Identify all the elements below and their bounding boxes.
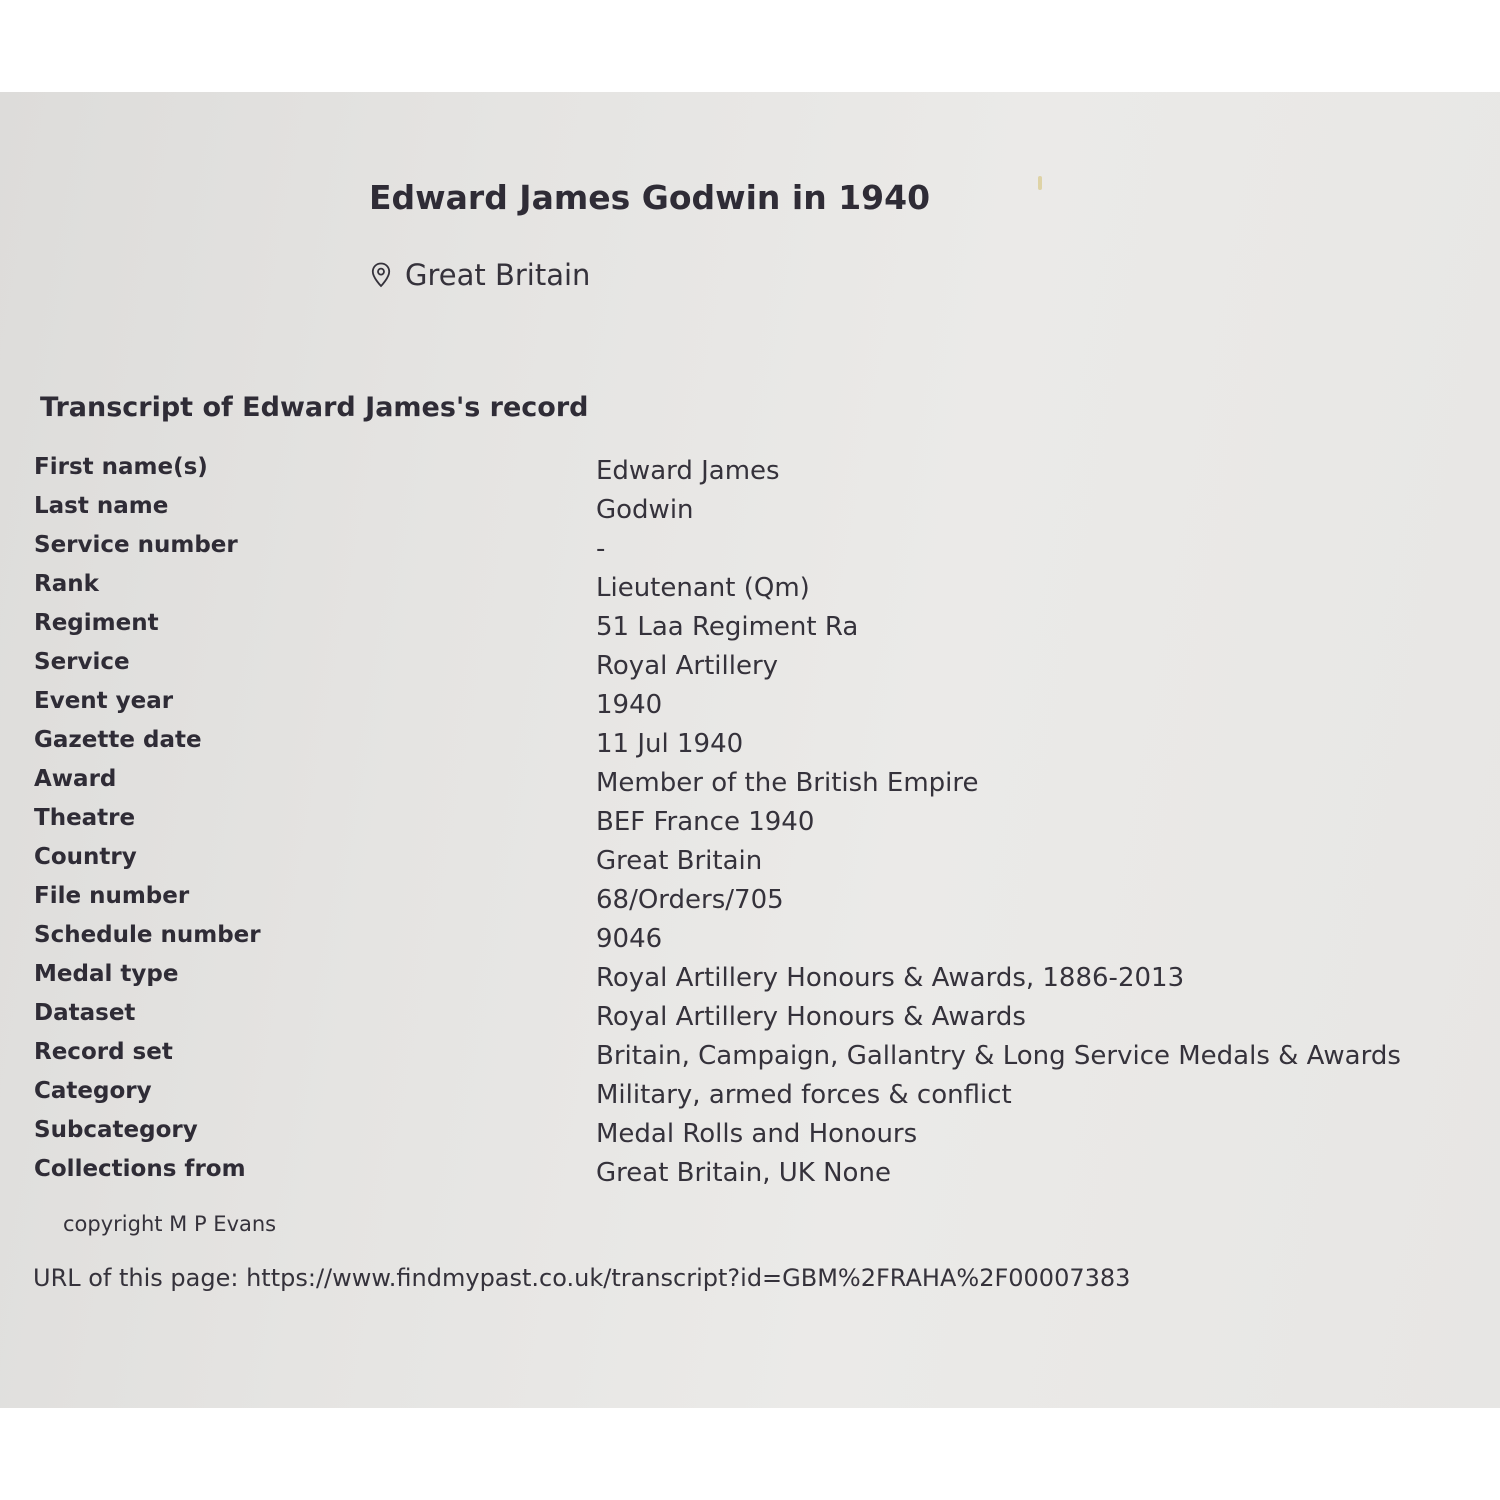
page-title: Edward James Godwin in 1940 (369, 178, 931, 217)
field-value: Member of the British Empire (596, 768, 979, 798)
transcript-table (34, 454, 1434, 1195)
field-value: 1940 (596, 690, 663, 720)
field-value: Godwin (596, 495, 694, 525)
field-label: File number (34, 883, 190, 909)
field-country (34, 844, 1434, 883)
field-label: Regiment (34, 610, 159, 636)
field-medal-type (34, 961, 1434, 1000)
field-value: Great Britain, UK None (596, 1158, 891, 1188)
field-category (34, 1078, 1434, 1117)
field-schedule-number (34, 922, 1434, 961)
field-label: Last name (34, 493, 169, 519)
field-value: Edward James (596, 456, 780, 486)
field-value: Lieutenant (Qm) (596, 573, 810, 603)
field-rank (34, 571, 1434, 610)
field-value: 51 Laa Regiment Ra (596, 612, 859, 642)
field-label: Gazette date (34, 727, 202, 753)
field-value: 9046 (596, 924, 663, 954)
location-text: Great Britain (405, 258, 591, 292)
paper-stain (1038, 176, 1042, 190)
field-value: Royal Artillery Honours & Awards, 1886-2013 (596, 963, 1185, 993)
field-regiment (34, 610, 1434, 649)
field-label: Collections from (34, 1156, 246, 1182)
field-value: - (596, 534, 606, 564)
field-value: Royal Artillery (596, 651, 779, 681)
field-value: 68/Orders/705 (596, 885, 784, 915)
field-label: Schedule number (34, 922, 261, 948)
field-subcategory (34, 1117, 1434, 1156)
field-theatre (34, 805, 1434, 844)
field-label: Country (34, 844, 137, 870)
field-service-number (34, 532, 1434, 571)
page-url-line: URL of this page: https://www.findmypast.co.uk/transcript?id=GBM%2FRAHA%2F00007383 (33, 1264, 1131, 1292)
field-label: Theatre (34, 805, 136, 831)
field-label: Subcategory (34, 1117, 198, 1143)
transcript-heading: Transcript of Edward James's record (40, 392, 589, 423)
field-last-name (34, 493, 1434, 532)
field-label: Category (34, 1078, 152, 1104)
field-value: Great Britain (596, 846, 763, 876)
field-value: Britain, Campaign, Gallantry & Long Service Medals & Awards (596, 1041, 1401, 1071)
field-value: Royal Artillery Honours & Awards (596, 1002, 1026, 1032)
field-label: Service (34, 649, 130, 675)
field-label: Rank (34, 571, 99, 597)
field-value: 11 Jul 1940 (596, 729, 744, 759)
printed-page (0, 92, 1500, 1408)
field-value: Medal Rolls and Honours (596, 1119, 918, 1149)
field-value: Military, armed forces & conflict (596, 1080, 1012, 1110)
field-label: Dataset (34, 1000, 136, 1026)
field-label: Event year (34, 688, 174, 714)
field-service (34, 649, 1434, 688)
field-award (34, 766, 1434, 805)
location-pin-icon (371, 262, 391, 288)
field-collections-from (34, 1156, 1434, 1195)
field-value: BEF France 1940 (596, 807, 815, 837)
field-first-names (34, 454, 1434, 493)
field-label: Record set (34, 1039, 173, 1065)
field-dataset (34, 1000, 1434, 1039)
location-line (371, 258, 590, 292)
field-record-set (34, 1039, 1434, 1078)
copyright-note: copyright M P Evans (63, 1212, 277, 1236)
field-label: First name(s) (34, 454, 208, 480)
field-event-year (34, 688, 1434, 727)
field-label: Award (34, 766, 117, 792)
field-gazette-date (34, 727, 1434, 766)
field-file-number (34, 883, 1434, 922)
field-label: Service number (34, 532, 238, 558)
field-label: Medal type (34, 961, 179, 987)
